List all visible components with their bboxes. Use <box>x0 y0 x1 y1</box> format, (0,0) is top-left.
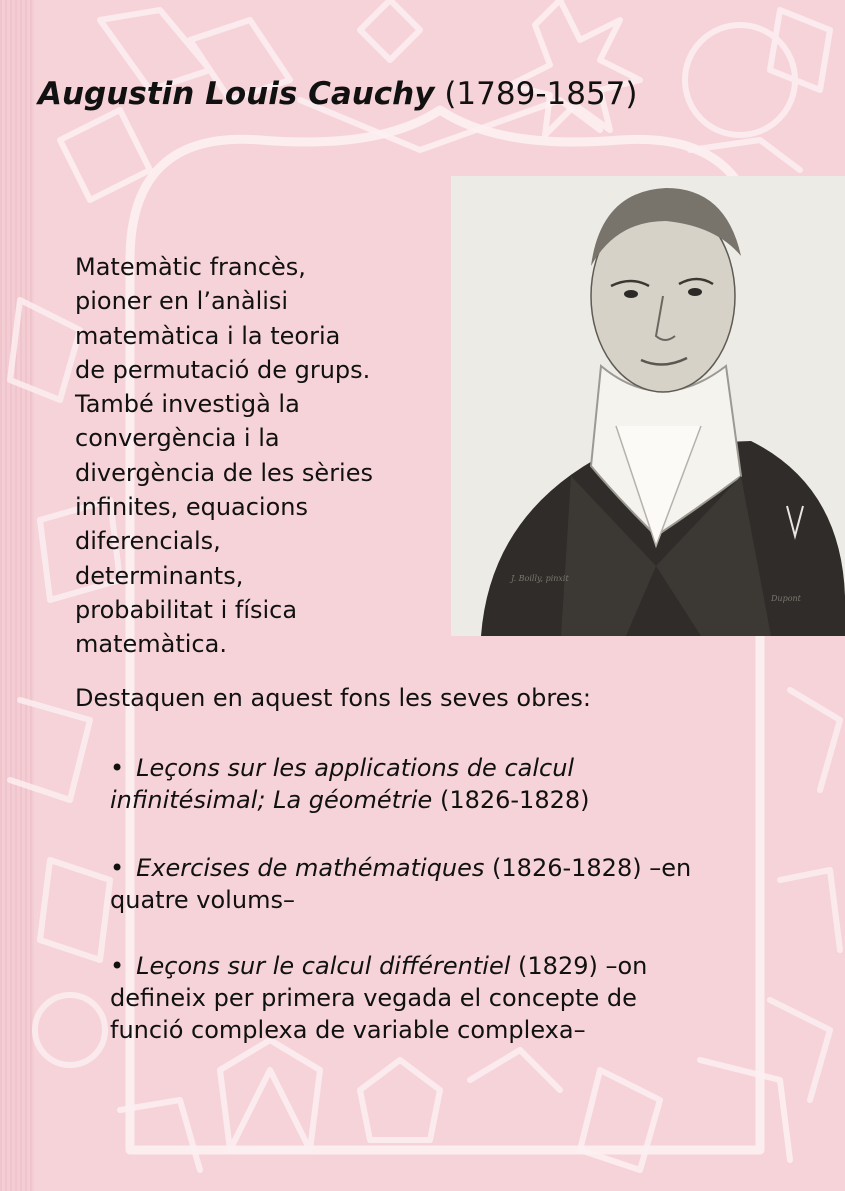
intro-line: Matemàtic francès, <box>75 253 306 281</box>
intro-line: determinants, <box>75 561 244 590</box>
works-intro: Destaquen en aquest fons les seves obres: <box>75 684 592 712</box>
work-title: Leçons sur le calcul différentiel <box>136 952 511 980</box>
work-detail: (1826-1828) <box>432 786 590 814</box>
work-detail: (1829) –on <box>510 952 648 980</box>
bullet: • <box>110 854 125 882</box>
intro-line: convergència i la <box>75 424 280 453</box>
bullet: • <box>110 754 125 782</box>
bullet: • <box>110 952 125 980</box>
intro-line: de permutació de grups. <box>75 355 371 384</box>
work-detail: defineix per primera vegada el concepte de <box>110 984 637 1012</box>
portrait-drawing <box>451 176 845 636</box>
work-item <box>110 752 830 816</box>
page-title <box>38 76 638 112</box>
work-title: infinitésimal; La géométrie <box>110 786 433 814</box>
intro-line: matemàtica. <box>75 630 227 659</box>
intro-paragraph <box>75 250 435 662</box>
work-detail: (1826-1828) –en <box>484 854 692 882</box>
work-title: Leçons sur les applications de calcul <box>136 754 575 782</box>
intro-line: infinites, equacions <box>75 493 308 522</box>
intro-line: probabilitat i física <box>75 595 298 624</box>
intro-line: pioner en l’anàlisi <box>75 287 289 316</box>
person-name: Augustin Louis Cauchy <box>38 76 435 112</box>
portrait-signature-left: J. Boilly, pinxit <box>511 574 569 583</box>
life-dates: (1789-1857) <box>444 76 638 112</box>
intro-line: divergència de les sèries <box>75 458 373 487</box>
work-detail: quatre volums– <box>110 886 295 914</box>
intro-line: diferencials, <box>75 527 221 556</box>
works-list <box>110 752 830 1046</box>
portrait-engraving <box>451 176 845 636</box>
portrait-signature-right: Dupont <box>771 594 801 603</box>
work-title: Exercises de mathématiques <box>136 854 485 882</box>
work-detail: funció complexa de variable complexa– <box>110 1016 586 1044</box>
work-item <box>110 852 830 916</box>
work-item <box>110 950 830 1046</box>
intro-line: matemàtica i la teoria <box>75 321 341 350</box>
intro-line: També investigà la <box>75 390 300 419</box>
